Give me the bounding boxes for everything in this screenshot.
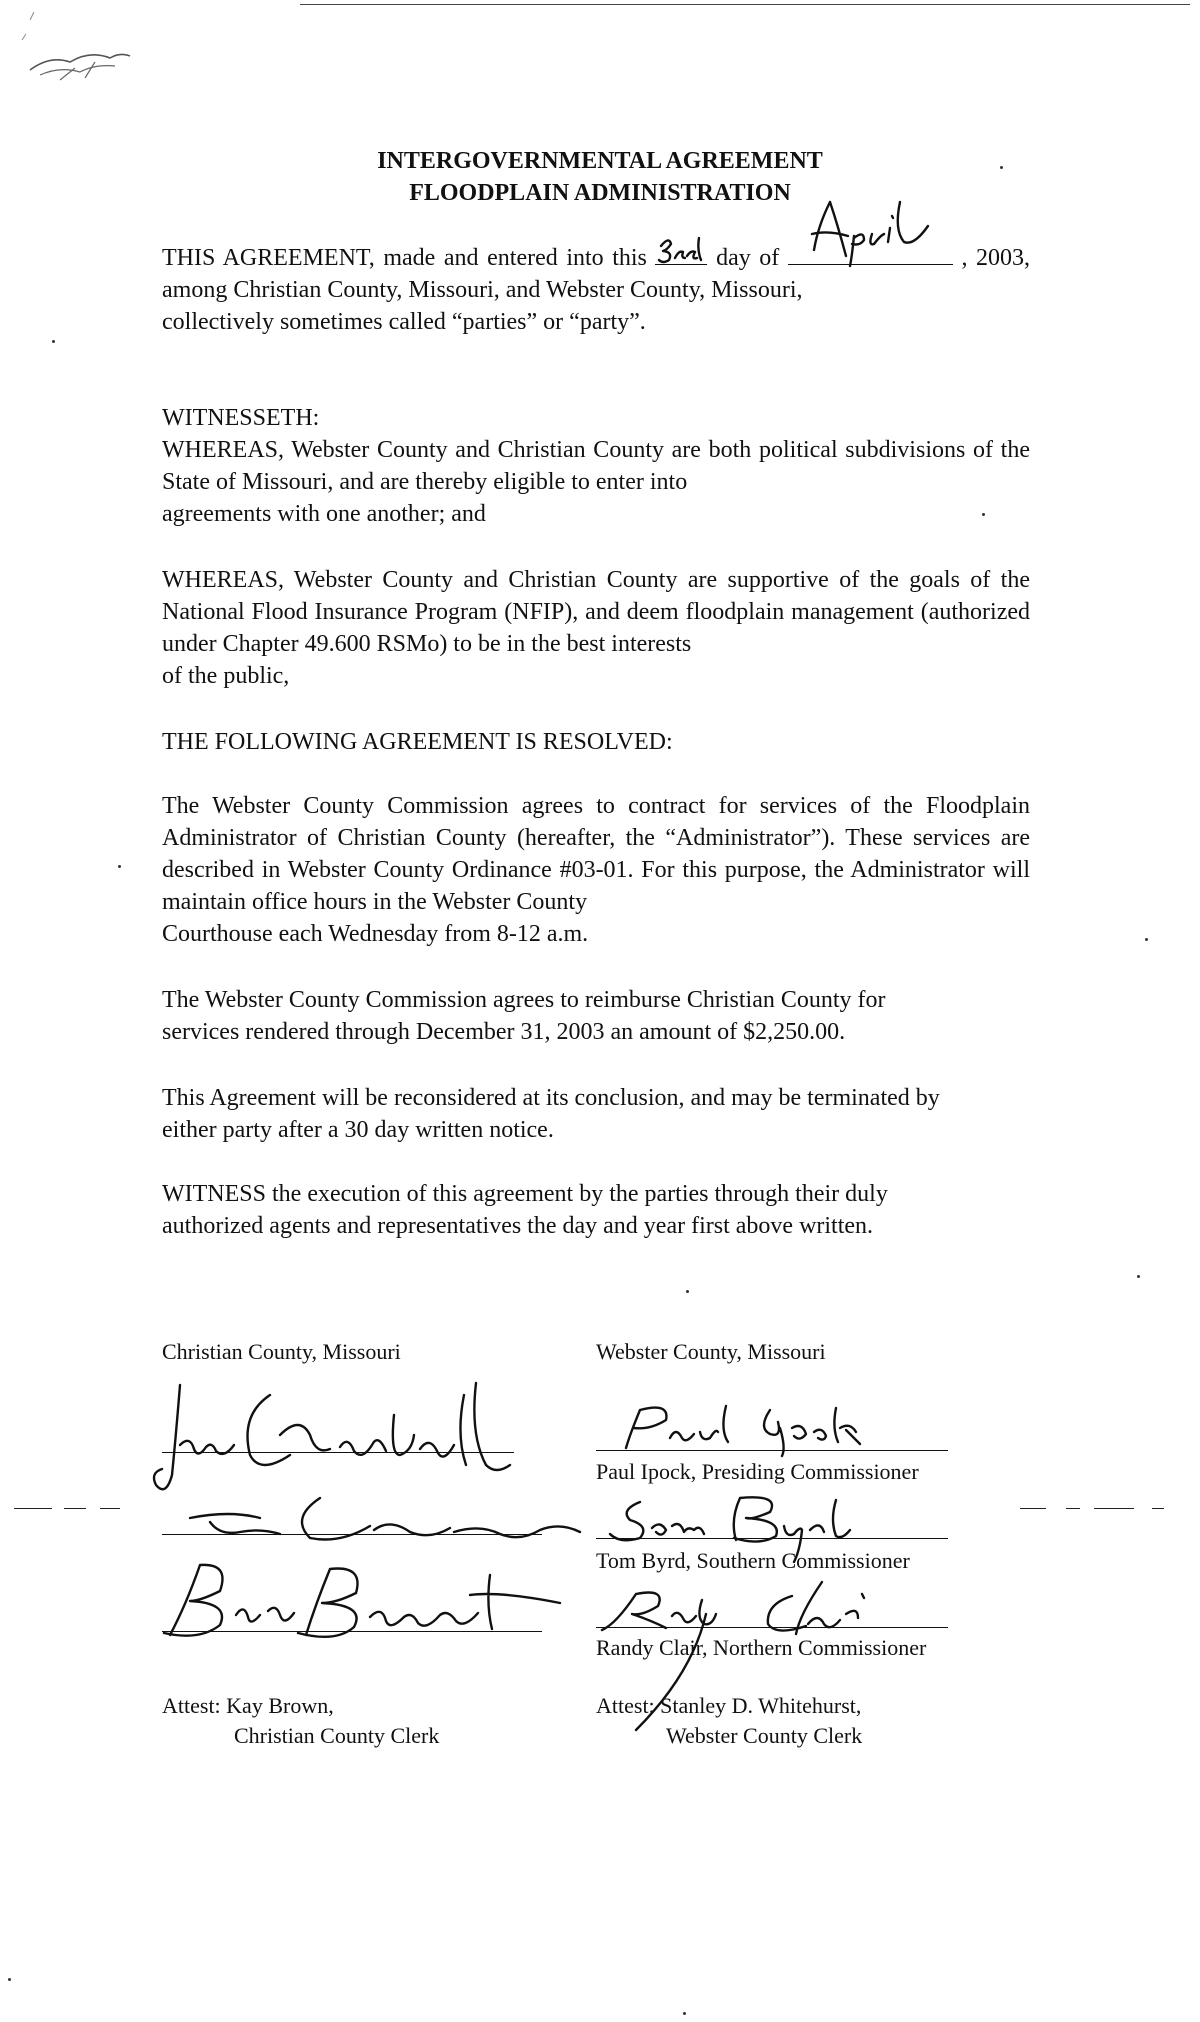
webster-county-heading: Webster County, Missouri [596,1339,826,1364]
corner-scribble-mark [0,0,160,110]
scan-speck [1145,938,1148,941]
margin-dash [1094,1508,1134,1509]
clause-2-last: services rendered through December 31, 2003 an amount of $2,250.00. [162,1019,846,1045]
margin-dash [100,1508,120,1509]
christian-county-heading: Christian County, Missouri [162,1339,401,1364]
clause-termination [162,1082,1030,1146]
scan-speck [982,513,985,516]
clause-2-body: The Webster County Commission agrees to reimburse Christian County for [162,987,886,1013]
christian-county-signature-1 [150,1375,530,1505]
top-scan-rule [300,4,1190,5]
whereas-paragraph-1 [162,434,1030,530]
scan-speck [1137,1275,1140,1278]
margin-dash [14,1508,52,1509]
scan-speck [52,340,55,343]
margin-dash [1020,1508,1046,1509]
scan-speck [686,1290,689,1293]
scan-speck [683,2012,686,2015]
handwritten-day-signature [655,232,707,266]
clause-1-last: Courthouse each Wednesday from 8-12 a.m. [162,921,589,947]
margin-dash [1152,1508,1164,1509]
christian-county-signature-3 [160,1555,580,1645]
whereas-1-last: agreements with one another; and [162,501,486,527]
intro-text-2: day of [716,245,780,271]
clause-reimbursement [162,984,1030,1048]
scan-speck [8,1978,11,1981]
webster-attest-line-2: Webster County Clerk [666,1723,863,1748]
webster-signer-2: Tom Byrd, Southern Commissioner [596,1548,910,1573]
margin-dash [1066,1508,1080,1509]
witness-paragraph [162,1178,1030,1242]
witnesseth-heading: WITNESSETH: [162,405,320,431]
month-fill [788,238,953,265]
witness-body: WITNESS the execution of this agreement by the parties through their duly [162,1181,888,1207]
intro-paragraph [162,238,1030,338]
scan-speck [1000,166,1003,169]
day-fill [655,238,707,265]
handwritten-month-signature [788,216,953,266]
title-line-1: INTERGOVERNMENTAL AGREEMENT [377,148,823,174]
christian-attest-line-1: Attest: Kay Brown, [162,1693,334,1718]
webster-attest-line-1: Attest: Stanley D. Whitehurst, [596,1693,862,1718]
clause-3-body: This Agreement will be reconsidered at its conclusion, and may be terminated by [162,1085,940,1111]
margin-dash [64,1508,86,1509]
whereas-2-body: WHEREAS, Webster County and Christian County are supportive of the goals of the National Flood Insurance Program (NFIP), and deem floodplain management (authorized under Chapter 49.600 RSMo) to be in the best interests [162,567,1030,657]
resolved-heading: THE FOLLOWING AGREEMENT IS RESOLVED: [162,729,673,755]
webster-signer-1: Paul Ipock, Presiding Commissioner [596,1459,919,1484]
christian-attest-line-2: Christian County Clerk [234,1723,440,1748]
webster-signature-paul-ipock [610,1398,910,1458]
clause-services [162,790,1030,950]
intro-text-1: THIS AGREEMENT, made and entered into this [162,245,647,271]
title-line-2: FLOODPLAIN ADMINISTRATION [409,180,791,206]
intro-text-3: , 2003, among Christian County, Missouri, and Webster County, Missouri, [162,245,1031,303]
christian-county-signature-2 [150,1488,590,1558]
scan-speck [118,865,121,868]
whereas-2-last: of the public, [162,663,290,689]
witness-last: authorized agents and representatives the day and year first above written. [162,1213,874,1239]
clause-1-body: The Webster County Commission agrees to contract for services of the Floodplain Administrator of Christian County (hereafter, the “Administrator”). These services are described in Webster County Ordinance #03-01. For this purpose, the Administrator will maintain office hours in the Webster County [162,793,1030,915]
whereas-1-body: WHEREAS, Webster County and Christian County are both political subdivisions of the State of Missouri, and are thereby eligible to enter into [162,437,1030,495]
clause-3-last: either party after a 30 day written notice. [162,1117,554,1143]
intro-text-4: collectively sometimes called “parties” or “party”. [162,309,646,335]
webster-signer-3: Randy Clair, Northern Commissioner [596,1635,927,1660]
whereas-paragraph-2 [162,564,1030,692]
